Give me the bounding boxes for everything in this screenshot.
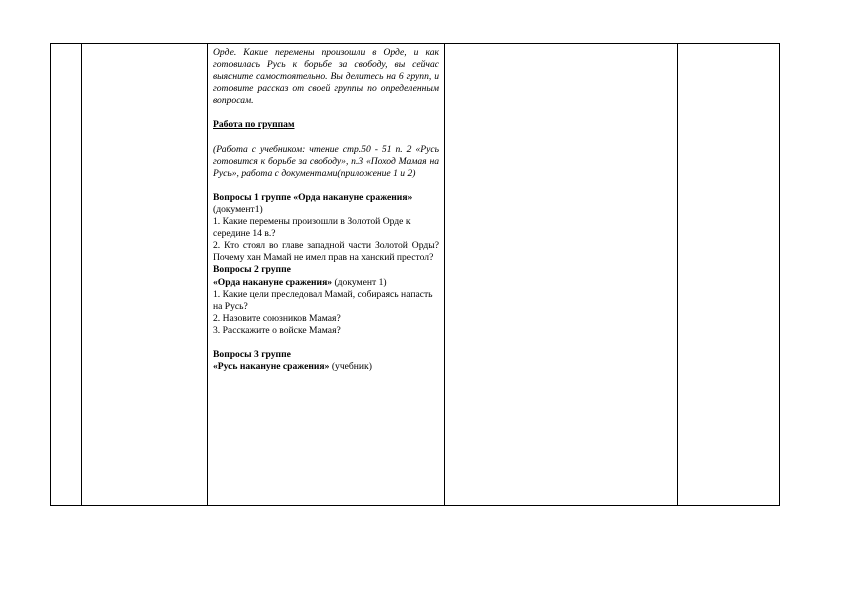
group1-heading <box>213 192 439 216</box>
group3-heading: Вопросы 3 группе <box>213 348 291 360</box>
group2-question-1: 1. Какие цели преследовал Мамай, собираясь напасть на Русь? <box>213 288 433 312</box>
spacer <box>213 107 439 119</box>
group2-subheading-suffix: (документ 1) <box>332 276 387 288</box>
group2-heading: Вопросы 2 группе <box>213 264 291 276</box>
textbook-task-paragraph: (Работа с учебником: чтение стр.50 - 51 п. 2 «Русь готовится к борьбе за свободу», п.3 «Поход Мамая на Русь», работа с документами(приложение 1 и 2) <box>213 143 439 179</box>
table-cell-stage <box>82 44 208 506</box>
teacher-activity-content <box>208 44 444 373</box>
group-work-heading <box>213 119 439 131</box>
group2-question-3: 3. Расскажите о войске Мамая? <box>213 324 341 336</box>
spacer <box>213 132 439 144</box>
spacer <box>213 337 439 349</box>
group2-subheading <box>213 277 439 289</box>
group1-question-1: 1. Какие перемены произошли в Золотой Орде к середине 14 в.? <box>213 216 411 240</box>
group3-subheading-suffix: (учебник) <box>329 361 372 373</box>
group2-question-2: 2. Назовите союзников Мамая? <box>213 312 341 324</box>
table-cell-number <box>51 44 82 506</box>
table-cell-teacher-activity <box>208 44 445 506</box>
table-row <box>51 44 780 506</box>
group3-subheading <box>213 361 439 373</box>
table-cell-notes <box>678 44 780 506</box>
group1-heading-text: Вопросы 1 группе «Орда накануне сражения» <box>213 191 413 203</box>
table-cell-student-activity <box>445 44 678 506</box>
spacer <box>213 180 439 192</box>
intro-paragraph: Орде. Какие перемены произошли в Орде, и как готовилась Русь к борьбе за свободу, вы сейчас выясните самостоятельно. Вы делитесь на 6 групп, и готовите рассказ от своей группы по определенным вопросам. <box>213 47 439 107</box>
group-work-heading-text: Работа по группам <box>213 119 295 131</box>
group1-question-2: 2. Кто стоял во главе западной части Золотой Орды? Почему хан Мамай не имел прав на ханский престол? <box>213 240 439 264</box>
group1-heading-suffix: (документ1) <box>213 203 263 215</box>
group3-subheading-text: «Русь накануне сражения» <box>213 361 330 373</box>
group2-subheading-text: «Орда накануне сражения» <box>213 276 333 288</box>
lesson-plan-table <box>50 43 780 506</box>
